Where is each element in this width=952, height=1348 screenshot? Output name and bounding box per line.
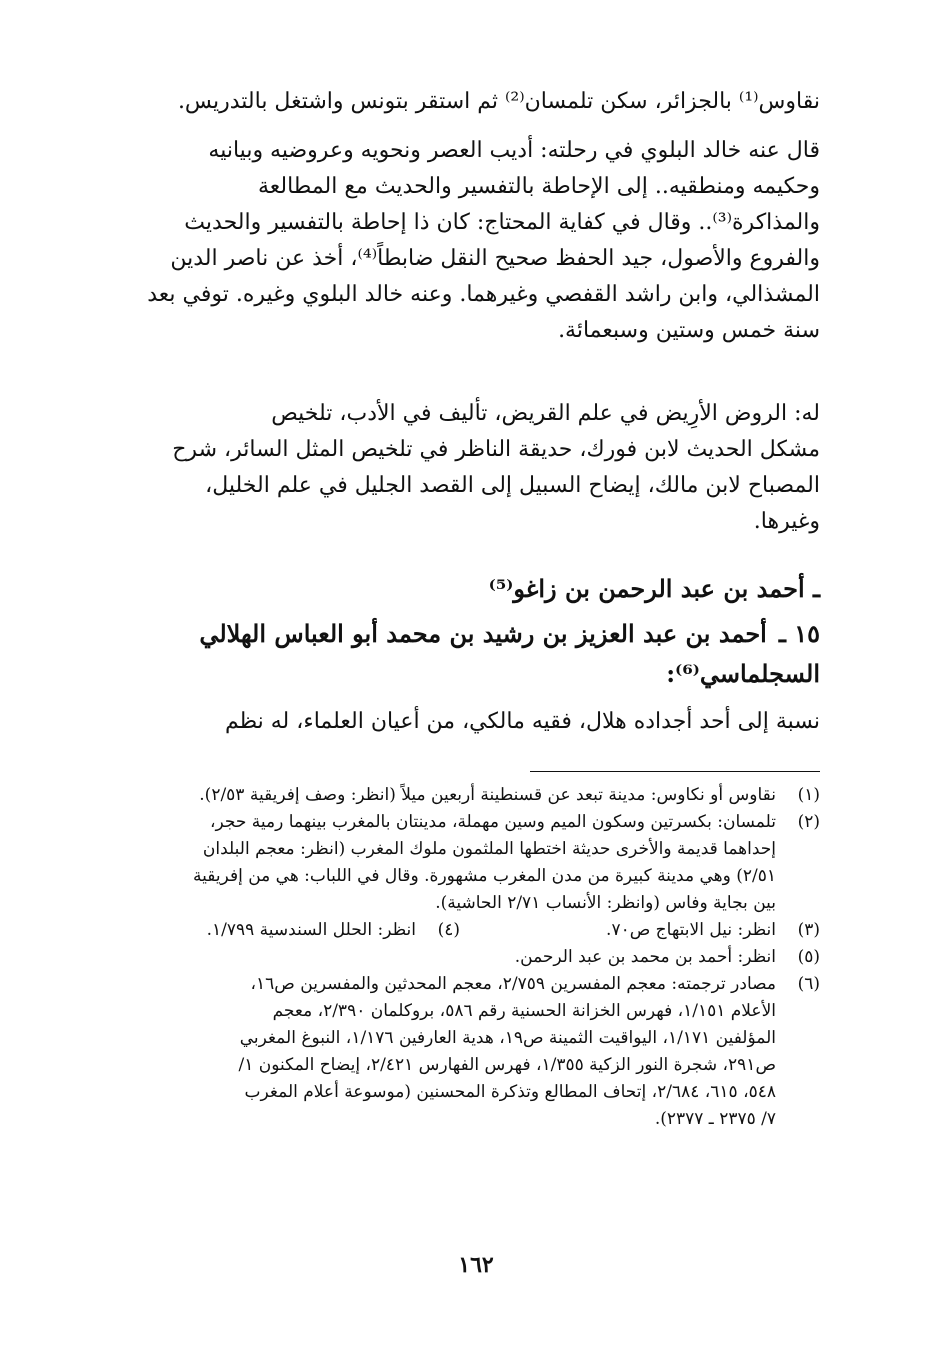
entry-heading-15 — [80, 614, 820, 694]
paragraph-works — [80, 396, 820, 540]
footnote-text: تلمسان: بكسرتين وسكون الميم وسين مهملة، مدينتان بالمغرب بينهما رمية حجر، — [210, 812, 776, 832]
footnote-text: انظر: الحلل السندسية ١/٧٩٩. — [206, 920, 416, 940]
text-line: وحكيمه ومنطقيه.. إلى الإحاطة بالتفسير والحديث مع المطالعة — [257, 174, 820, 199]
footnote-marker: (٢) — [797, 812, 820, 832]
entry-number: ١٥ ـ — [778, 619, 820, 648]
footnote-marker: (٤) — [437, 920, 460, 940]
footnote-text: المؤلفين ١/١٧١، اليواقيت الثمينة ص١٩، هدية العارفين ١/١٧٦، النبوغ المغربي — [239, 1028, 776, 1048]
paragraph-entry-15 — [80, 704, 820, 740]
page-number: ١٦٢ — [458, 1252, 494, 1278]
footnote-text: الأعلام ١/١٥١، فهرس الخزانة الحسنية رقم ٥٨٦، بروكلمان ٢/٣٩٠، معجم — [272, 1001, 776, 1021]
footnote-text: ٧/ ٢٣٧٥ ـ ٢٣٧٧). — [654, 1109, 776, 1129]
text-line: والمذاكرة⁽³⁾.. وقال في كفاية المحتاج: كان ذا إحاطة بالتفسير والحديث — [184, 210, 820, 235]
footnote-marker: (٣) — [797, 920, 820, 940]
paragraph-continuation — [80, 84, 820, 120]
footnote-4 — [207, 917, 460, 944]
footnote-divider — [530, 771, 820, 772]
footnote-text: انظر: أحمد بن محمد بن عبد الرحمن. — [514, 947, 776, 967]
entry-heading-line1: أحمد بن عبد العزيز بن رشيد بن محمد أبو العباس الهلالي — [199, 619, 767, 648]
footnote-6 — [80, 971, 820, 1133]
text-line: سنة خمس وستين وسبعمائة. — [558, 318, 820, 343]
footnote-text: إحداهما قديمة والأخرى حديثة اختطها الملثمون ملوك المغرب (انظر: معجم البلدان — [202, 839, 776, 859]
text-line: قال عنه خالد البلوي في رحلته: أديب العصر ونحويه وعروضيه وبيانيه — [208, 138, 820, 163]
text-line: مشكل الحديث لابن فورك، حديقة الناظر في تلخيص المثل السائر، شرح — [172, 437, 820, 462]
text-line: نقاوس⁽¹⁾ بالجزائر، سكن تلمسان⁽²⁾ ثم استقر بتونس واشتغل بالتدريس. — [177, 89, 820, 114]
footnote-text: ٥٤٨، ٦١٥، ٢/٦٨٤، إتحاف المطالع وتذكرة المحسنين (موسوعة أعلام المغرب — [244, 1082, 776, 1102]
footnotes-3-4 — [80, 917, 820, 944]
footnote-marker: (١) — [797, 785, 820, 805]
footnote-1 — [80, 782, 820, 809]
paragraph-quote-balawi — [80, 133, 820, 349]
entry-heading-line2: السجلماسي⁽⁶⁾: — [666, 659, 820, 688]
footnote-text: مصادر ترجمته: معجم المفسرين ٢/٧٥٩، معجم المحدثين والمفسرين ص١٦، — [250, 974, 776, 994]
entry-heading-ibn-zaghu — [80, 570, 820, 608]
footnote-text: نقاوس أو نكاوس: مدينة تبعد عن قسنطينة أربعين ميلاً (انظر: وصف إفريقية ٢/٥٣). — [199, 785, 776, 805]
footnote-text: ص٢٩١، شجرة النور الزكية ١/٣٥٥، فهرس الفهارس ٢/٤٢١، إيضاح المكنون ١/ — [238, 1055, 776, 1075]
text-line: وغيرها. — [753, 509, 820, 534]
footnote-text: انظر: نيل الابتهاج ص٧٠. — [606, 920, 776, 940]
footnote-marker: (٦) — [797, 974, 820, 994]
footnote-marker: (٥) — [797, 947, 820, 967]
text-line: نسبة إلى أحد أجداده هلال، فقيه مالكي، من أعيان العلماء، له نظم — [224, 709, 820, 734]
footnotes — [80, 782, 820, 1133]
entry-heading-text: ـ أحمد بن عبد الرحمن بن زاغو⁽⁵⁾ — [488, 574, 820, 603]
footnote-text: ٢/٥١) وهي مدينة كبيرة من مدن المغرب مشهورة. وقال في اللباب: هي من إفريقية — [192, 866, 776, 886]
text-line: المصباح لابن مالك، إيضاح السبيل إلى القصد الجليل في علم الخليل، — [205, 473, 820, 498]
footnote-5 — [80, 944, 820, 971]
footnote-text: بين بجاية وفاس (وانظر: الأنساب ٢/٧١ الحاشية). — [435, 893, 776, 913]
text-line: والفروع والأصول، جيد الحفظ صحيح النقل ضابطاً⁽⁴⁾، أخذ عن ناصر الدين — [170, 246, 820, 271]
footnote-3 — [460, 917, 820, 944]
text-line: المشذالي، وابن راشد القفصي وغيرهما. وعنه خالد البلوي وغيره. توفي بعد — [147, 282, 820, 307]
footnote-2 — [80, 809, 820, 917]
text-line: له: الروض الأرِيض في علم القريض، تأليف في الأدب، تلخيص — [271, 401, 820, 426]
